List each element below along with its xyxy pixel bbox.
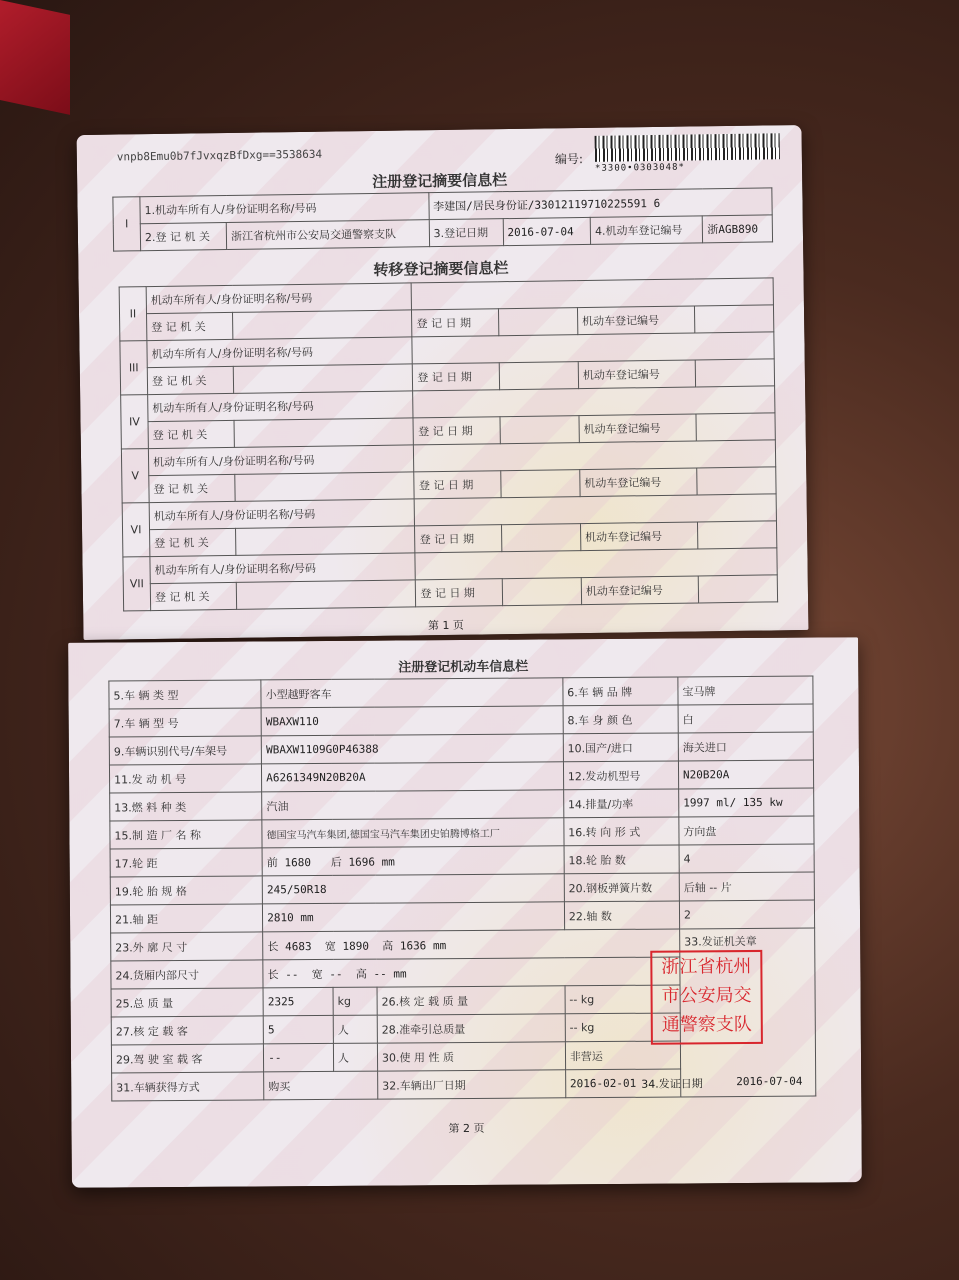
roman-numeral: I <box>113 197 141 251</box>
plate-value: 浙AGB890 <box>703 215 773 243</box>
brand-label: 6.车 辆 品 牌 <box>563 677 678 706</box>
barcode <box>595 133 780 162</box>
steering-label: 16.转 向 形 式 <box>564 817 679 846</box>
towing-unit: kg <box>580 1021 595 1035</box>
rated-load-value: -- <box>569 993 578 1007</box>
transfer-plate-label: 机动车登记编号 <box>578 360 695 389</box>
spring-unit: 片 <box>720 880 732 894</box>
track-front-value: 1680 <box>284 855 312 869</box>
official-seal <box>650 950 763 1045</box>
issue-date-label: 34.发证日期 <box>641 1077 703 1091</box>
transfer-office-label: 登 记 机 关 <box>147 312 234 340</box>
transfer-office-value <box>235 472 414 501</box>
cargo-dim-label: 24.货厢内部尺寸 <box>111 960 263 989</box>
transfer-owner-label: 机动车所有人/身份证明名称/号码 <box>149 499 415 530</box>
transfer-plate-value <box>694 305 773 333</box>
transfer-roman: VII <box>123 557 151 611</box>
vin-value: WBAXW1109G0P46388 <box>261 734 563 764</box>
transfer-plate-label: 机动车登记编号 <box>579 414 696 443</box>
transfer-roman: IV <box>121 395 149 449</box>
seal-line-2: 市公安局交 <box>661 985 752 1007</box>
serial-code: vnpb8Emu0b7fJvxqzBfDxg==3538634 <box>116 147 323 164</box>
transfer-office-label: 登 记 机 关 <box>150 528 237 556</box>
displacement-value <box>679 788 814 817</box>
wheelbase-label: 21.轴 距 <box>110 904 262 933</box>
axle-label: 22.轴 数 <box>564 901 679 930</box>
transfer-summary-title: 转移登记摘要信息栏 <box>373 259 509 279</box>
total-mass-value: 2325 <box>263 987 333 1015</box>
transfer-office-label: 登 记 机 关 <box>148 420 235 448</box>
axle-value: 2 <box>679 900 814 929</box>
number-label: 编号: <box>554 152 584 167</box>
rated-load-label: 26.核 定 载 质 量 <box>377 986 565 1015</box>
barcode-number: *3300•0303048* <box>594 162 685 174</box>
fuel-label: 13.燃 料 种 类 <box>110 792 262 821</box>
transfer-office-value <box>234 418 413 447</box>
cargo-dim-values <box>263 957 680 988</box>
engine-no-value: A6261349N20B20A <box>262 762 564 792</box>
cab-passengers-value: -- <box>264 1043 334 1071</box>
owner-label: 1.机动车所有人/身份证明名称/号码 <box>140 193 429 224</box>
cargo-wide-value: -- <box>329 967 343 981</box>
usage-value: 非营运 <box>565 1041 680 1070</box>
seal-line-1: 浙江省杭州 <box>661 956 752 978</box>
dimensions-label: 23.外 廓 尺 寸 <box>111 932 263 961</box>
total-mass-label: 25.总 质 量 <box>111 988 263 1017</box>
transfer-office-value <box>233 310 412 339</box>
tire-count-value: 4 <box>679 844 814 873</box>
red-cover-corner <box>0 0 70 115</box>
dim-wide-label: 宽 <box>324 939 336 953</box>
transfer-plate-value <box>695 359 774 387</box>
spring-rear-label: 后轴 <box>683 880 706 894</box>
certificate-page-2 <box>68 637 862 1188</box>
cab-passengers-unit: 人 <box>333 1043 377 1071</box>
transfer-roman: III <box>120 341 148 395</box>
date-value: 2016-07-04 <box>503 217 591 245</box>
transfer-plate-value <box>696 413 775 441</box>
engine-model-label: 12.发动机型号 <box>563 761 678 790</box>
track-values <box>262 846 564 876</box>
dimensions-values <box>263 929 680 960</box>
power-kw: 135 <box>742 795 763 810</box>
transfer-date-label: 登 记 日 期 <box>416 579 503 607</box>
owner-value: 李建国/居民身份证/33012119710225591 6 <box>428 188 772 220</box>
origin-value: 海关进口 <box>678 732 813 761</box>
date-label: 3.登记日期 <box>429 219 503 247</box>
office-label: 2.登 记 机 关 <box>140 223 226 251</box>
brand-value: 宝马牌 <box>678 676 813 705</box>
dim-high-label: 高 <box>382 939 394 953</box>
passengers-unit: 人 <box>333 1015 377 1043</box>
manufacturer-label: 15.制 造 厂 名 称 <box>110 820 262 849</box>
transfer-date-label: 登 记 日 期 <box>413 363 500 391</box>
office-value: 浙江省杭州市公安局交通警察支队 <box>226 220 429 250</box>
transfer-plate-label: 机动车登记编号 <box>581 576 698 605</box>
registration-summary-table <box>112 187 773 251</box>
transfer-plate-value <box>697 467 776 495</box>
transfer-date-label: 登 记 日 期 <box>412 309 499 337</box>
cargo-long-label: 长 <box>267 967 279 981</box>
page-number-2: 第 2 页 <box>448 1121 485 1136</box>
vin-label: 9.车辆识别代号/车架号 <box>109 736 261 765</box>
vehicle-info-title: 注册登记机动车信息栏 <box>398 659 529 676</box>
model-value: WBAXW110 <box>261 706 563 736</box>
dim-unit: mm <box>432 938 447 952</box>
cargo-wide-label: 宽 <box>311 967 323 981</box>
seal-line-3: 通警察支队 <box>661 1014 752 1036</box>
dim-wide-value: 1890 <box>342 939 369 953</box>
transfer-office-value <box>236 526 415 555</box>
cargo-long-value: -- <box>285 967 299 981</box>
transfer-office-value <box>237 580 416 609</box>
displacement-label: 14.排量/功率 <box>563 789 678 818</box>
dim-high-value: 1636 <box>399 938 427 952</box>
transfer-date-value <box>498 308 577 336</box>
passengers-label: 27.核 定 载 客 <box>111 1016 263 1045</box>
kw-unit: kw <box>769 795 783 809</box>
issuer-seal-label: 33.发证机关章 <box>684 934 757 949</box>
transfer-roman: II <box>119 287 147 341</box>
usage-label: 30.使 用 性 质 <box>377 1042 565 1071</box>
cab-passengers-label: 29.驾 驶 室 载 客 <box>111 1044 263 1073</box>
certificate-page-1 <box>77 125 809 640</box>
passengers-value: 5 <box>263 1015 333 1043</box>
transfer-plate-label: 机动车登记编号 <box>580 522 697 551</box>
transfer-plate-label: 机动车登记编号 <box>577 306 694 335</box>
track-front-label: 前 <box>266 855 278 869</box>
acquisition-value: 购买 <box>264 1071 378 1100</box>
transfer-owner-label: 机动车所有人/身份证明名称/号码 <box>148 445 414 476</box>
track-label: 17.轮 距 <box>110 848 262 877</box>
cargo-unit: mm <box>393 966 407 981</box>
transfer-office-label: 登 记 机 关 <box>147 366 234 394</box>
track-rear-value: 1696 <box>348 855 376 869</box>
total-mass-unit: kg <box>333 987 377 1015</box>
color-value: 白 <box>678 704 813 733</box>
factory-date-value: 2016-02-01 <box>565 1069 680 1098</box>
transfer-date-value <box>502 578 581 606</box>
wheelbase-values <box>263 902 565 932</box>
acquisition-label: 31.车辆获得方式 <box>112 1072 264 1101</box>
transfer-plate-label: 机动车登记编号 <box>580 468 697 497</box>
fuel-value: 汽油 <box>262 790 564 820</box>
color-label: 8.车 身 颜 色 <box>563 705 678 734</box>
transfer-date-label: 登 记 日 期 <box>415 525 502 553</box>
steering-value: 方向盘 <box>679 816 814 845</box>
spring-value: -- <box>709 880 718 894</box>
transfer-date-label: 登 记 日 期 <box>413 417 500 445</box>
transfer-date-label: 登 记 日 期 <box>414 471 501 499</box>
transfer-roman: V <box>121 449 149 503</box>
ml-unit: ml/ <box>716 796 737 810</box>
tire-spec-label: 19.轮 胎 规 格 <box>110 876 262 905</box>
transfer-plate-value <box>697 521 776 549</box>
spring-values <box>679 872 814 901</box>
model-label: 7.车 辆 型 号 <box>109 708 261 737</box>
cargo-high-label: 高 <box>355 967 367 981</box>
wheelbase-value: 2810 <box>267 911 294 925</box>
transfer-office-label: 登 记 机 关 <box>149 474 236 502</box>
transfer-summary-table <box>119 277 778 611</box>
manufacturer-value: 德国宝马汽车集团,德国宝马汽车集团史铂腾博格工厂 <box>262 818 564 848</box>
dim-long-value: 4683 <box>284 939 312 953</box>
cargo-high-value: -- <box>373 967 387 981</box>
wheelbase-unit: mm <box>300 911 314 925</box>
rated-load-unit: kg <box>580 993 595 1007</box>
displacement-ml: 1997 <box>683 796 710 810</box>
transfer-roman: VI <box>122 503 150 557</box>
transfer-date-value <box>499 362 578 390</box>
transfer-plate-value <box>698 575 777 603</box>
transfer-owner-label: 机动车所有人/身份证明名称/号码 <box>146 283 412 314</box>
transfer-office-value <box>234 364 413 393</box>
transfer-date-value <box>500 416 579 444</box>
factory-date-label: 32.车辆出厂日期 <box>378 1070 566 1099</box>
tire-spec-value: 245/50R18 <box>262 874 564 904</box>
page-number-1: 第 1 页 <box>427 618 464 633</box>
transfer-owner-label: 机动车所有人/身份证明名称/号码 <box>150 553 416 584</box>
transfer-owner-label: 机动车所有人/身份证明名称/号码 <box>147 337 413 368</box>
towing-value: -- <box>569 1021 578 1035</box>
transfer-date-value <box>501 470 580 498</box>
dim-long-label: 长 <box>267 939 279 953</box>
towing-label: 28.准牵引总质量 <box>377 1014 565 1043</box>
engine-model-value: N20B20A <box>678 760 813 789</box>
origin-label: 10.国产/进口 <box>563 733 678 762</box>
issue-date-value: 2016-07-04 <box>736 1074 803 1089</box>
vehicle-type-label: 5.车 辆 类 型 <box>109 680 261 709</box>
plate-label: 4.机动车登记编号 <box>590 216 703 245</box>
transfer-office-label: 登 记 机 关 <box>150 582 237 610</box>
transfer-owner-label: 机动车所有人/身份证明名称/号码 <box>148 391 414 422</box>
vehicle-type-value: 小型越野客车 <box>261 678 563 708</box>
transfer-date-value <box>501 524 580 552</box>
track-unit: mm <box>381 854 395 869</box>
tire-count-label: 18.轮 胎 数 <box>564 845 679 874</box>
spring-label: 20.钢板弹簧片数 <box>564 873 679 902</box>
track-rear-label: 后 <box>330 855 342 869</box>
registration-summary-title: 注册登记摘要信息栏 <box>372 171 508 191</box>
engine-no-label: 11.发 动 机 号 <box>109 764 261 793</box>
